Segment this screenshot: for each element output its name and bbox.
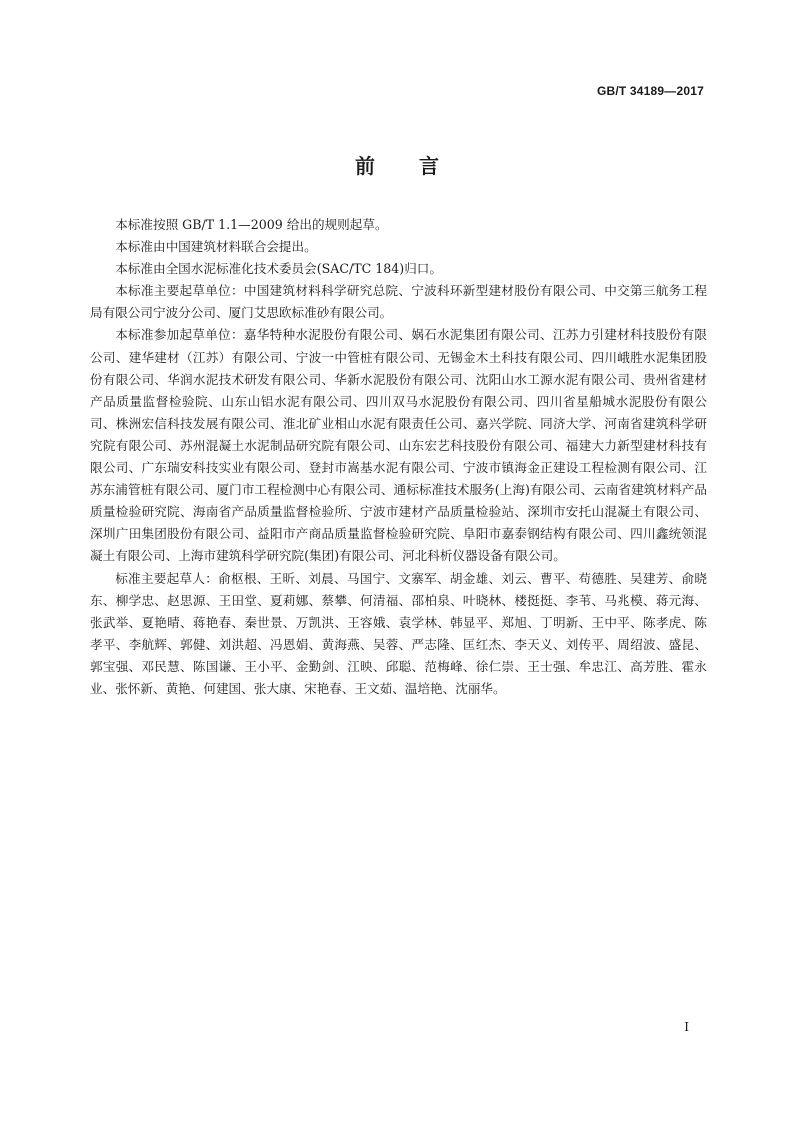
foreword-body — [90, 214, 707, 700]
paragraph-proposer: 本标准由中国建筑材料联合会提出。 — [115, 239, 317, 255]
paragraph-jurisdiction: 本标准由全国水泥标准化技术委员会(SAC/TC 184)归口。 — [115, 261, 442, 277]
paragraph-main-drafters: 标准主要起草人：俞枢根、王昕、刘晨、马国宁、文寨军、胡金雄、刘云、曹平、苟德胜、吴建芳、俞晓东、柳学忠、赵思源、王田堂、夏莉娜、蔡攀、何清福、邵柏泉、叶晓林、楼挺挺、李苇、马兆模、蒋元海、张武举、夏艳晴、蒋艳春、秦世景、万凯洪、王容娥、袁学林、韩显平、郑旭、丁明新、王中平、陈孝虎、陈孝平、李航辉、郭健、刘洪超、冯恩娟、黄海燕、吴蓉、严志隆、匡红杰、李天义、刘传平、周绍波、盛昆、郭宝强、邓民慧、陈国谦、王小平、金勤剑、江映、邱聪、范梅峰、徐仁崇、王士强、牟忠江、高芳胜、霍永业、张怀新、黄艳、何建国、张大康、宋艳春、王文茹、温培艳、沈丽华。 — [90, 570, 707, 696]
paragraph-main-drafting-units: 本标准主要起草单位：中国建筑材料科学研究总院、宁波科环新型建材股份有限公司、中交第三航务工程局有限公司宁波分公司、厦门艾思欧标准砂有限公司。 — [90, 283, 707, 321]
paragraph-participating-units: 本标准参加起草单位：嘉华特种水泥股份有限公司、娲石水泥集团有限公司、江苏力引建材科技股份有限公司、建华建材（江苏）有限公司、宁波一中管桩有限公司、无锡金木土科技有限公司、四川峨胜水泥集团股份有限公司、华润水泥技术研发有限公司、华新水泥股份有限公司、沈阳山水工源水泥有限公司、贵州省建材产品质量监督检验院、山东山铝水泥有限公司、四川双马水泥股份有限公司、四川省星船城水泥股份有限公司、株洲宏信科技发展有限公司、淮北矿业相山水泥有限责任公司、嘉兴学院、同济大学、河南省建筑科学研究院有限公司、苏州混凝土水泥制品研究院有限公司、山东宏艺科技股份有限公司、福建大力新型建材科技有限公司、广东瑞安科技实业有限公司、登封市嵩基水泥有限公司、宁波市镇海金正建设工程检测有限公司、江苏东浦管桩有限公司、厦门市工程检测中心有限公司、通标标准技术服务(上海)有限公司、云南省建筑材料产品质量检验研究院、海南省产品质量监督检验所、宁波市建材产品质量检验站、深圳市安托山混凝土有限公司、深圳广田集团股份有限公司、益阳市产商品质量监督检验研究院、阜阳市嘉泰钢结构有限公司、四川鑫统领混凝土有限公司、上海市建筑科学研究院(集团)有限公司、河北科析仪器设备有限公司。 — [90, 327, 707, 564]
standard-code: GB/T 34189—2017 — [596, 84, 704, 98]
page-number: I — [684, 1020, 689, 1034]
paragraph-drafting-rules: 本标准按照 GB/T 1.1—2009 给出的规则起草。 — [115, 217, 388, 232]
page-title: 前言 — [355, 154, 483, 178]
